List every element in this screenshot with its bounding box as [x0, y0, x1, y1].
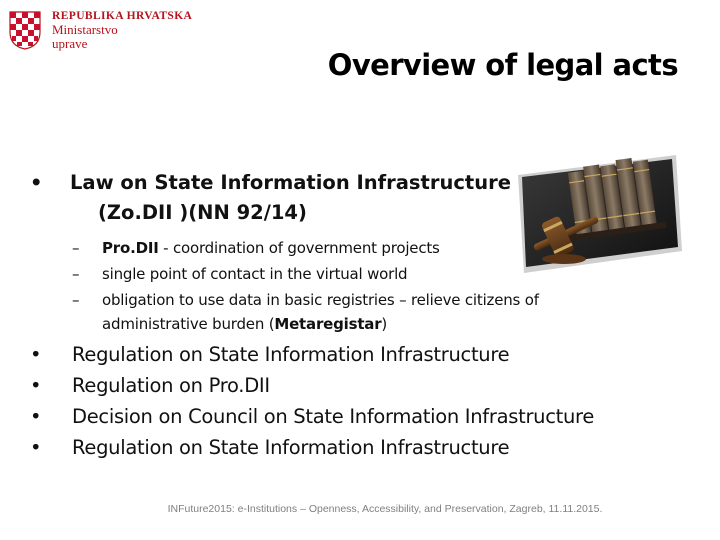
bullet-marker: •	[30, 343, 42, 366]
bullet-marker: •	[30, 405, 42, 428]
logo-ministry: Ministarstvo	[52, 22, 118, 37]
list-item-text: Regulation on State Information Infrastructure	[72, 343, 510, 366]
sub-bullet-bold: Pro.DII	[102, 239, 159, 257]
sub-bullet-text: obligation to use data in basic registries – relieve citizens of	[102, 291, 539, 309]
sub-bullet-rest: - coordination of government projects	[158, 239, 440, 257]
main-bullet-line1: Law on State Information Infrastructure	[70, 171, 511, 194]
continuation-text: administrative burden (	[102, 315, 275, 333]
main-bullet-line2: (Zo.DII )(NN 92/14)	[98, 201, 307, 224]
logo-department: uprave	[52, 36, 88, 51]
bullet-marker: •	[30, 171, 43, 194]
bullet-marker: •	[30, 436, 42, 459]
slide-footer: INFuture2015: e-Institutions – Openness, Accessibility, and Preservation, Zagreb, 11.11.2015.	[167, 503, 603, 515]
sub-bullet-text: single point of contact in the virtual world	[102, 265, 408, 283]
metaregistar-label: Metaregistar	[274, 315, 382, 333]
continuation-end: )	[381, 315, 388, 333]
list-item-text: Decision on Council on State Information Infrastructure	[72, 405, 595, 428]
list-item-text: Regulation on State Information Infrastructure	[72, 436, 510, 459]
dash-marker: –	[72, 291, 80, 309]
bullet-marker: •	[30, 374, 42, 397]
list-item-text: Regulation on Pro.DII	[72, 374, 270, 397]
sub-bullet-text	[102, 238, 440, 258]
dash-marker: –	[72, 265, 80, 283]
logo-country: REPUBLIKA HRVATSKA	[52, 10, 193, 22]
slide-title: Overview of legal acts	[327, 48, 678, 82]
sub-bullet-continuation	[102, 314, 387, 334]
dash-marker: –	[72, 239, 80, 257]
